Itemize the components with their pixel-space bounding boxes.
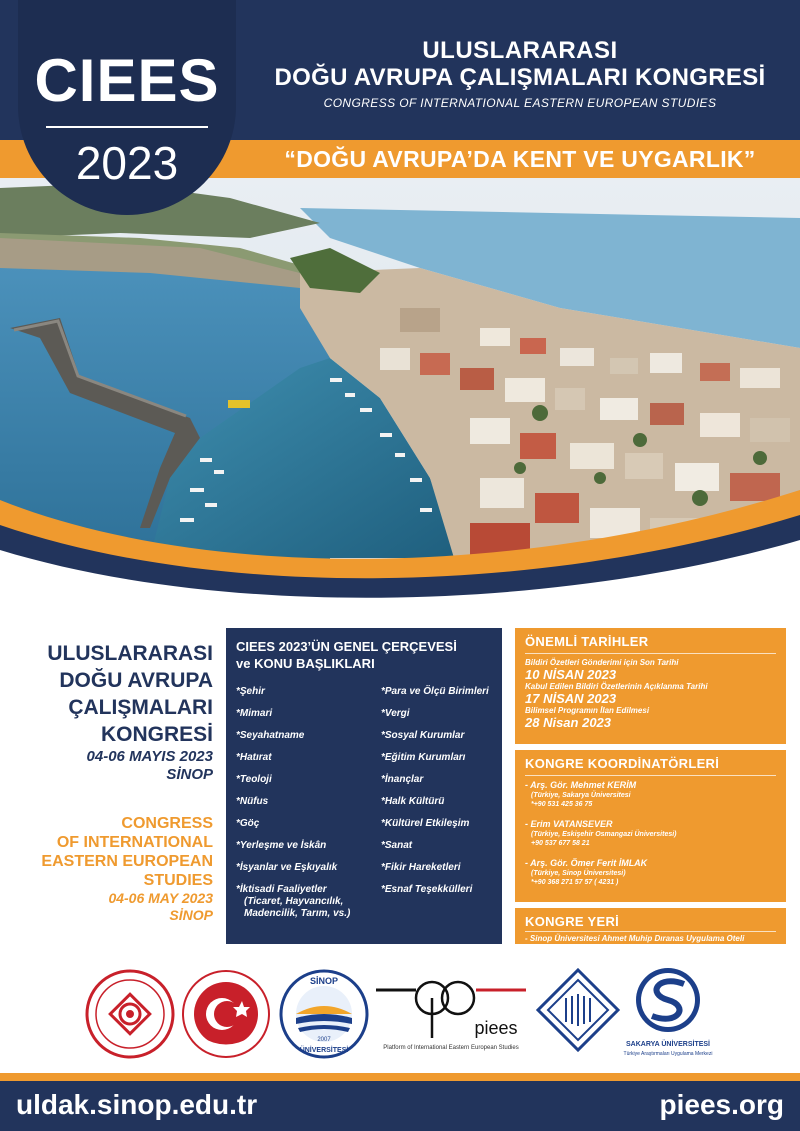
important-dates-box [515,628,786,744]
en-line-3: EASTERN EUROPEAN [41,853,213,870]
topics-heading-2: ve KONU BAŞLIKLARI [236,656,375,671]
topic-item: *Para ve Ölçü Birimleri [381,686,489,697]
topic-item: *Fikir Hareketleri [381,862,461,873]
topic-item: *Halk Kültürü [381,796,445,807]
title-line2: DOĞU AVRUPA ÇALIŞMALARI KONGRESİ [274,64,766,91]
topic-item: *Sanat [381,840,413,851]
footer-band [0,1081,800,1131]
topic-item: *Hatırat [236,752,272,763]
piees-caption: Platform of International Eastern European Studies [383,1045,519,1051]
topic-subitem: (Ticaret, Hayvancılık, [244,896,344,907]
tr-line-2: DOĞU AVRUPA [59,669,213,692]
topic-item: *Mimari [236,708,273,719]
en-line-2: OF INTERNATIONAL [56,834,213,851]
sakarya-sub: Türkiye Araştırmaları Uygulama Merkezi [623,1051,713,1057]
coordinator-name: - Arş. Gör. Mehmet KERİM [525,780,637,790]
title-line1: ULUSLARARASI [422,37,618,64]
osmangazi-university-logo [536,968,620,1052]
acronym: CIEES [34,47,220,114]
topic-item: *Teoloji [236,774,272,785]
topic-item: *Göç [236,818,260,829]
topic-item: *İnançlar [381,774,424,785]
en-line-1: CONGRESS [121,815,213,832]
subtitle-en: CONGRESS OF INTERNATIONAL EASTERN EUROPEAN STUDIES [323,96,717,110]
venue-box [515,908,786,944]
sinop-university-logo [278,968,370,1060]
topic-subitem: Madencilik, Tarım, vs.) [244,908,351,919]
coordinators-heading: KONGRE KOORDİNATÖRLERİ [525,756,776,776]
topic-item: *Şehir [236,686,265,697]
en-line-4: STUDIES [143,872,213,889]
tr-line-1: ULUSLARARASI [47,642,213,665]
congress-badge [18,0,236,215]
topic-item: *Vergi [381,708,410,719]
coordinator-phone: *+90 531 425 36 75 [531,801,593,808]
venue-text: - Sinop Üniversitesi Ahmet Muhip Dıranas Uygulama Oteli [525,934,745,943]
piees-logo [376,968,526,1052]
coordinators-box [515,750,786,902]
footer-accent-strip [0,1073,800,1081]
coordinator-name: - Erim VATANSEVER [525,819,613,829]
en-place: SİNOP [169,907,213,923]
sakarya-name: SAKARYA ÜNİVERSİTESİ [625,1041,711,1048]
topic-item: *Nüfus [236,796,269,807]
dates-heading: ÖNEMLİ TARİHLER [525,634,776,654]
date-label: Bilimsel Programın İlan Edilmesi [525,706,650,715]
date-value: 10 NİSAN 2023 [525,667,617,682]
topics-col-2 [381,686,506,906]
coordinator-affiliation: (Türkiye, Sakarya Üniversitesi [531,792,631,799]
en-date: 04-06 MAY 2023 [108,890,213,906]
coordinator-affiliation: (Türkiye, Sinop Üniversitesi) [531,870,626,877]
topic-item: *Sosyal Kurumlar [381,730,465,741]
ataturk-kultur-logo [180,968,272,1060]
topics-col-1 [236,686,376,920]
wave-decoration [0,470,800,630]
venue-heading: KONGRE YERİ [525,914,776,932]
tr-line-3: ÇALIŞMALARI [68,696,213,719]
topic-item: *Eğitim Kurumları [381,752,466,763]
date-value: 17 NİSAN 2023 [525,691,617,706]
topics-heading-1: CIEES 2023’ÜN GENEL ÇERÇEVESİ [236,639,457,654]
topics-box [226,628,502,944]
topic-item: *Yerleşme ve İskân [236,840,327,851]
coordinator-phone: +90 537 677 58 21 [531,840,590,847]
sakarya-university-logo [618,964,718,1060]
congress-info-column [0,640,213,924]
coordinator-entry [525,780,776,809]
ministry-culture-logo [84,968,176,1060]
year: 2023 [75,137,179,189]
coordinator-entry [525,858,776,887]
date-label: Kabul Edilen Bildiri Özetlerinin Açıklanma Tarihi [525,682,708,691]
topic-item: *Esnaf Teşekkülleri [381,884,473,895]
coordinator-phone: *+90 368 271 57 57 ( 4231 ) [531,879,619,886]
date-label: Bildiri Özetleri Gönderimi için Son Tarihi [525,658,679,667]
sinop-logo-year: 2007 [317,1037,331,1043]
badge-divider [46,126,208,128]
coordinator-affiliation: (Türkiye, Eskişehir Osmangazi Üniversitesi) [531,831,677,838]
topic-item: *İsyanlar ve Eşkıyalık [236,862,338,873]
tr-place: SİNOP [166,766,213,783]
footer-url-left[interactable]: uldak.sinop.edu.tr [16,1089,258,1120]
slogan: “DOĞU AVRUPA’DA KENT VE UYGARLIK” [284,146,756,172]
topic-item: *Kültürel Etkileşim [381,818,470,829]
coordinator-name: - Arş. Gör. Ömer Ferit İMLAK [525,858,648,868]
topic-item: *Seyahatname [236,730,305,741]
piees-wordmark: piees [474,1018,518,1038]
sinop-logo-top-text: SİNOP [309,976,339,986]
date-value: 28 Nisan 2023 [525,715,612,730]
coordinator-entry [525,819,776,848]
tr-date: 04-06 MAYIS 2023 [86,748,213,765]
footer-url-right[interactable]: piees.org [659,1089,784,1120]
sponsor-logos [0,960,800,1060]
tr-line-4: KONGRESİ [100,723,213,746]
sinop-logo-bottom-text: ÜNİVERSİTESİ [299,1047,349,1054]
topic-item: *İktisadi Faaliyetler [236,884,327,895]
